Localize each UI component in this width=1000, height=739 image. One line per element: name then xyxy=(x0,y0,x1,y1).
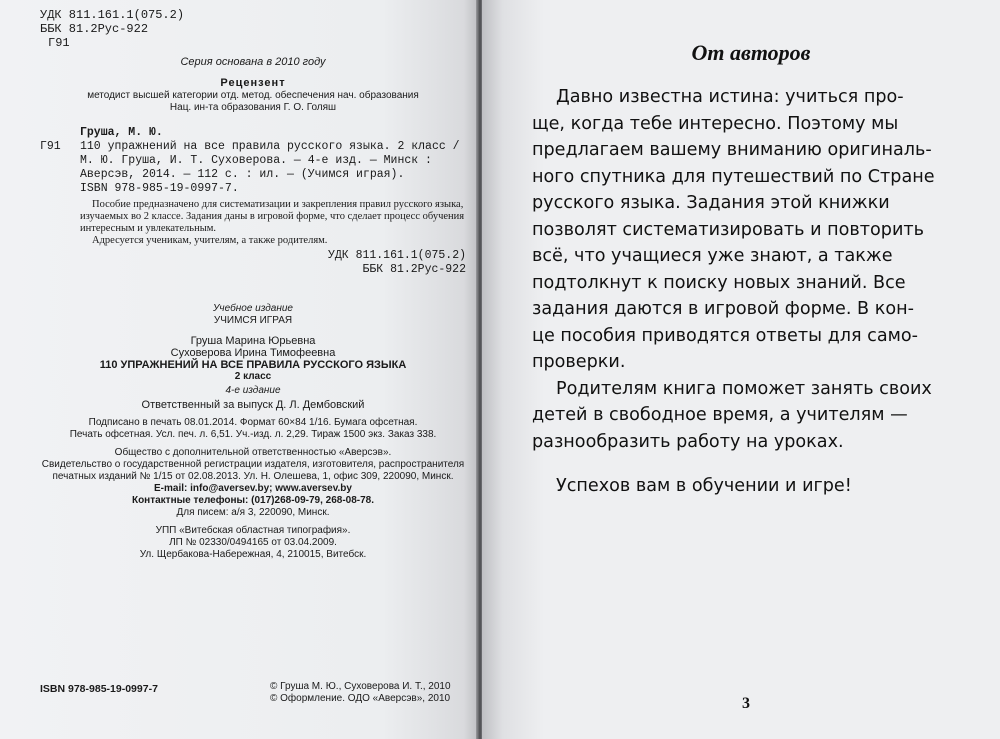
print-info-2: Печать офсетная. Усл. печ. л. 6,51. Уч.-изд. л. 2,29. Тираж 1500 экз. Заказ 338. xyxy=(69,429,437,440)
imprint-author-2: Суховерова Ирина Тимофеевна xyxy=(170,347,336,359)
publisher-line-2: Свидетельство о государственной регистрации издателя, изготовителя, распространителя xyxy=(41,459,465,470)
publisher-line-1: Общество с дополнительной ответственностью «Аверсэв». xyxy=(114,447,392,458)
classification-codes xyxy=(40,8,466,50)
text-line: всё, что учащиеся уже знают, а также xyxy=(532,246,893,266)
foreword-text xyxy=(532,84,970,500)
text-line: подтолкнут к поиску новых знаний. Все xyxy=(532,272,906,293)
reviewer-info xyxy=(40,90,466,114)
text-line: предлагаем вашему вниманию оригиналь- xyxy=(532,140,932,160)
udk-right: УДК 811.161.1(075.2) xyxy=(327,249,466,262)
imprint xyxy=(40,303,466,561)
annotation-text-2: Адресуется ученикам, учителям, а также родителям. xyxy=(92,235,328,246)
imprint-series: УЧИМСЯ ИГРАЯ xyxy=(213,315,293,326)
catalog-title-line: 110 упражнений на все правила русского языка. 2 класс / xyxy=(80,140,460,153)
text-line: Родителям книга поможет занять своих xyxy=(556,378,932,399)
printer-line-3: Ул. Щербакова-Набережная, 4, 210015, Витебск. xyxy=(139,549,367,560)
closing-line: Успехов вам в обучении и игре! xyxy=(556,476,852,496)
text-line: ще, когда тебе интересно. Поэтому мы xyxy=(532,113,899,134)
catalog-author: Груша, М. Ю. xyxy=(80,126,163,139)
catalog-card xyxy=(40,126,466,196)
text-line: Давно известна истина: учиться про- xyxy=(556,87,904,107)
imprint-edition: 4-е издание xyxy=(225,385,281,396)
publisher-phones: Контактные телефоны: (017)268-09-79, 268-08-78. xyxy=(131,495,375,506)
reviewer-line-1: методист высшей категории отд. метод. обеспечения нач. образования xyxy=(87,90,419,101)
copyright-design: © Оформление. ОДО «Аверсэв», 2010 xyxy=(270,693,451,704)
imprint-grade: 2 класс xyxy=(234,371,272,382)
publisher-email: E-mail: info@aversev.by; www.aversev.by xyxy=(154,483,352,494)
text-line: разнообразить работу на уроках. xyxy=(532,431,844,452)
catalog-isbn: ISBN 978-985-19-0997-7. xyxy=(80,182,239,195)
text-line: це пособия приводятся ответы для само- xyxy=(532,325,919,346)
publisher-line-3: печатных изданий № 1/15 от 02.08.2013. Ул. Н. Олешева, 1, офис 309, 220090, Минск. xyxy=(52,471,454,482)
text-line: задания даются в игровой форме. В кон- xyxy=(532,299,914,319)
catalog-right-codes xyxy=(40,249,466,277)
footer-copyright xyxy=(270,681,451,705)
bbk-code: ББК 81.2Рус-922 xyxy=(40,22,149,36)
printer-line-2: ЛП № 02330/0494165 от 03.04.2009. xyxy=(169,537,337,548)
edition-type: Учебное издание xyxy=(213,303,293,314)
text-line: детей в свободное время, а учителям — xyxy=(532,405,908,425)
publisher-letters: Для писем: а/я 3, 220090, Минск. xyxy=(176,507,330,518)
left-page xyxy=(0,0,478,739)
catalog-line-1 xyxy=(40,140,466,154)
printer-line-1: УПП «Витебская областная типография». xyxy=(155,525,351,536)
catalog-annotation xyxy=(40,199,466,247)
text-line: ного спутника для путешествий по Стране xyxy=(532,166,935,187)
bbk-right: ББК 81.2Рус-922 xyxy=(362,263,466,276)
udk-code: УДК 811.161.1(075.2) xyxy=(40,8,185,22)
page-number: 3 xyxy=(742,695,750,712)
catalog-line-3: Аверсэв, 2014. — 112 с. : ил. — (Учимся играя). xyxy=(80,168,405,181)
annotation-text-1: Пособие предназначено для систематизации и закрепления правил русского языка, изучаемых во 2 классе. Задания даны в игровой форме, что сделает процесс обучения интересным и увлекательным. xyxy=(80,199,465,234)
reviewer-line-2: Нац. ин-та образования Г. О. Голяш xyxy=(169,102,337,113)
text-line: позволят систематизировать и повторить xyxy=(532,219,924,240)
copyright-authors: © Груша М. Ю., Суховерова И. Т., 2010 xyxy=(270,681,451,692)
footer-isbn: ISBN 978-985-19-0997-7 xyxy=(40,683,158,695)
imprint-responsible: Ответственный за выпуск Д. Л. Дембовский xyxy=(141,399,365,411)
imprint-title: 110 УПРАЖНЕНИЙ НА ВСЕ ПРАВИЛА РУССКОГО ЯЗЫКА xyxy=(99,359,407,371)
paragraph-2 xyxy=(532,376,970,456)
series-note: Серия основана в 2010 году xyxy=(180,56,326,68)
author-code: Г91 xyxy=(48,36,70,50)
reviewer-heading: Рецензент xyxy=(220,77,286,89)
section-heading: От авторов xyxy=(691,40,811,65)
paragraph-1 xyxy=(532,84,970,376)
text-line: проверки. xyxy=(532,352,626,372)
catalog-line-2: М. Ю. Груша, И. Т. Суховерова. — 4-е изд. — Минск : xyxy=(80,154,432,167)
right-page xyxy=(482,0,1000,739)
imprint-author-1: Груша Марина Юрьевна xyxy=(190,335,316,347)
text-line: русского языка. Задания этой книжки xyxy=(532,193,890,213)
print-info-1: Подписано в печать 08.01.2014. Формат 60×84 1/16. Бумага офсетная. xyxy=(88,417,418,428)
catalog-code: Г91 xyxy=(40,140,61,153)
